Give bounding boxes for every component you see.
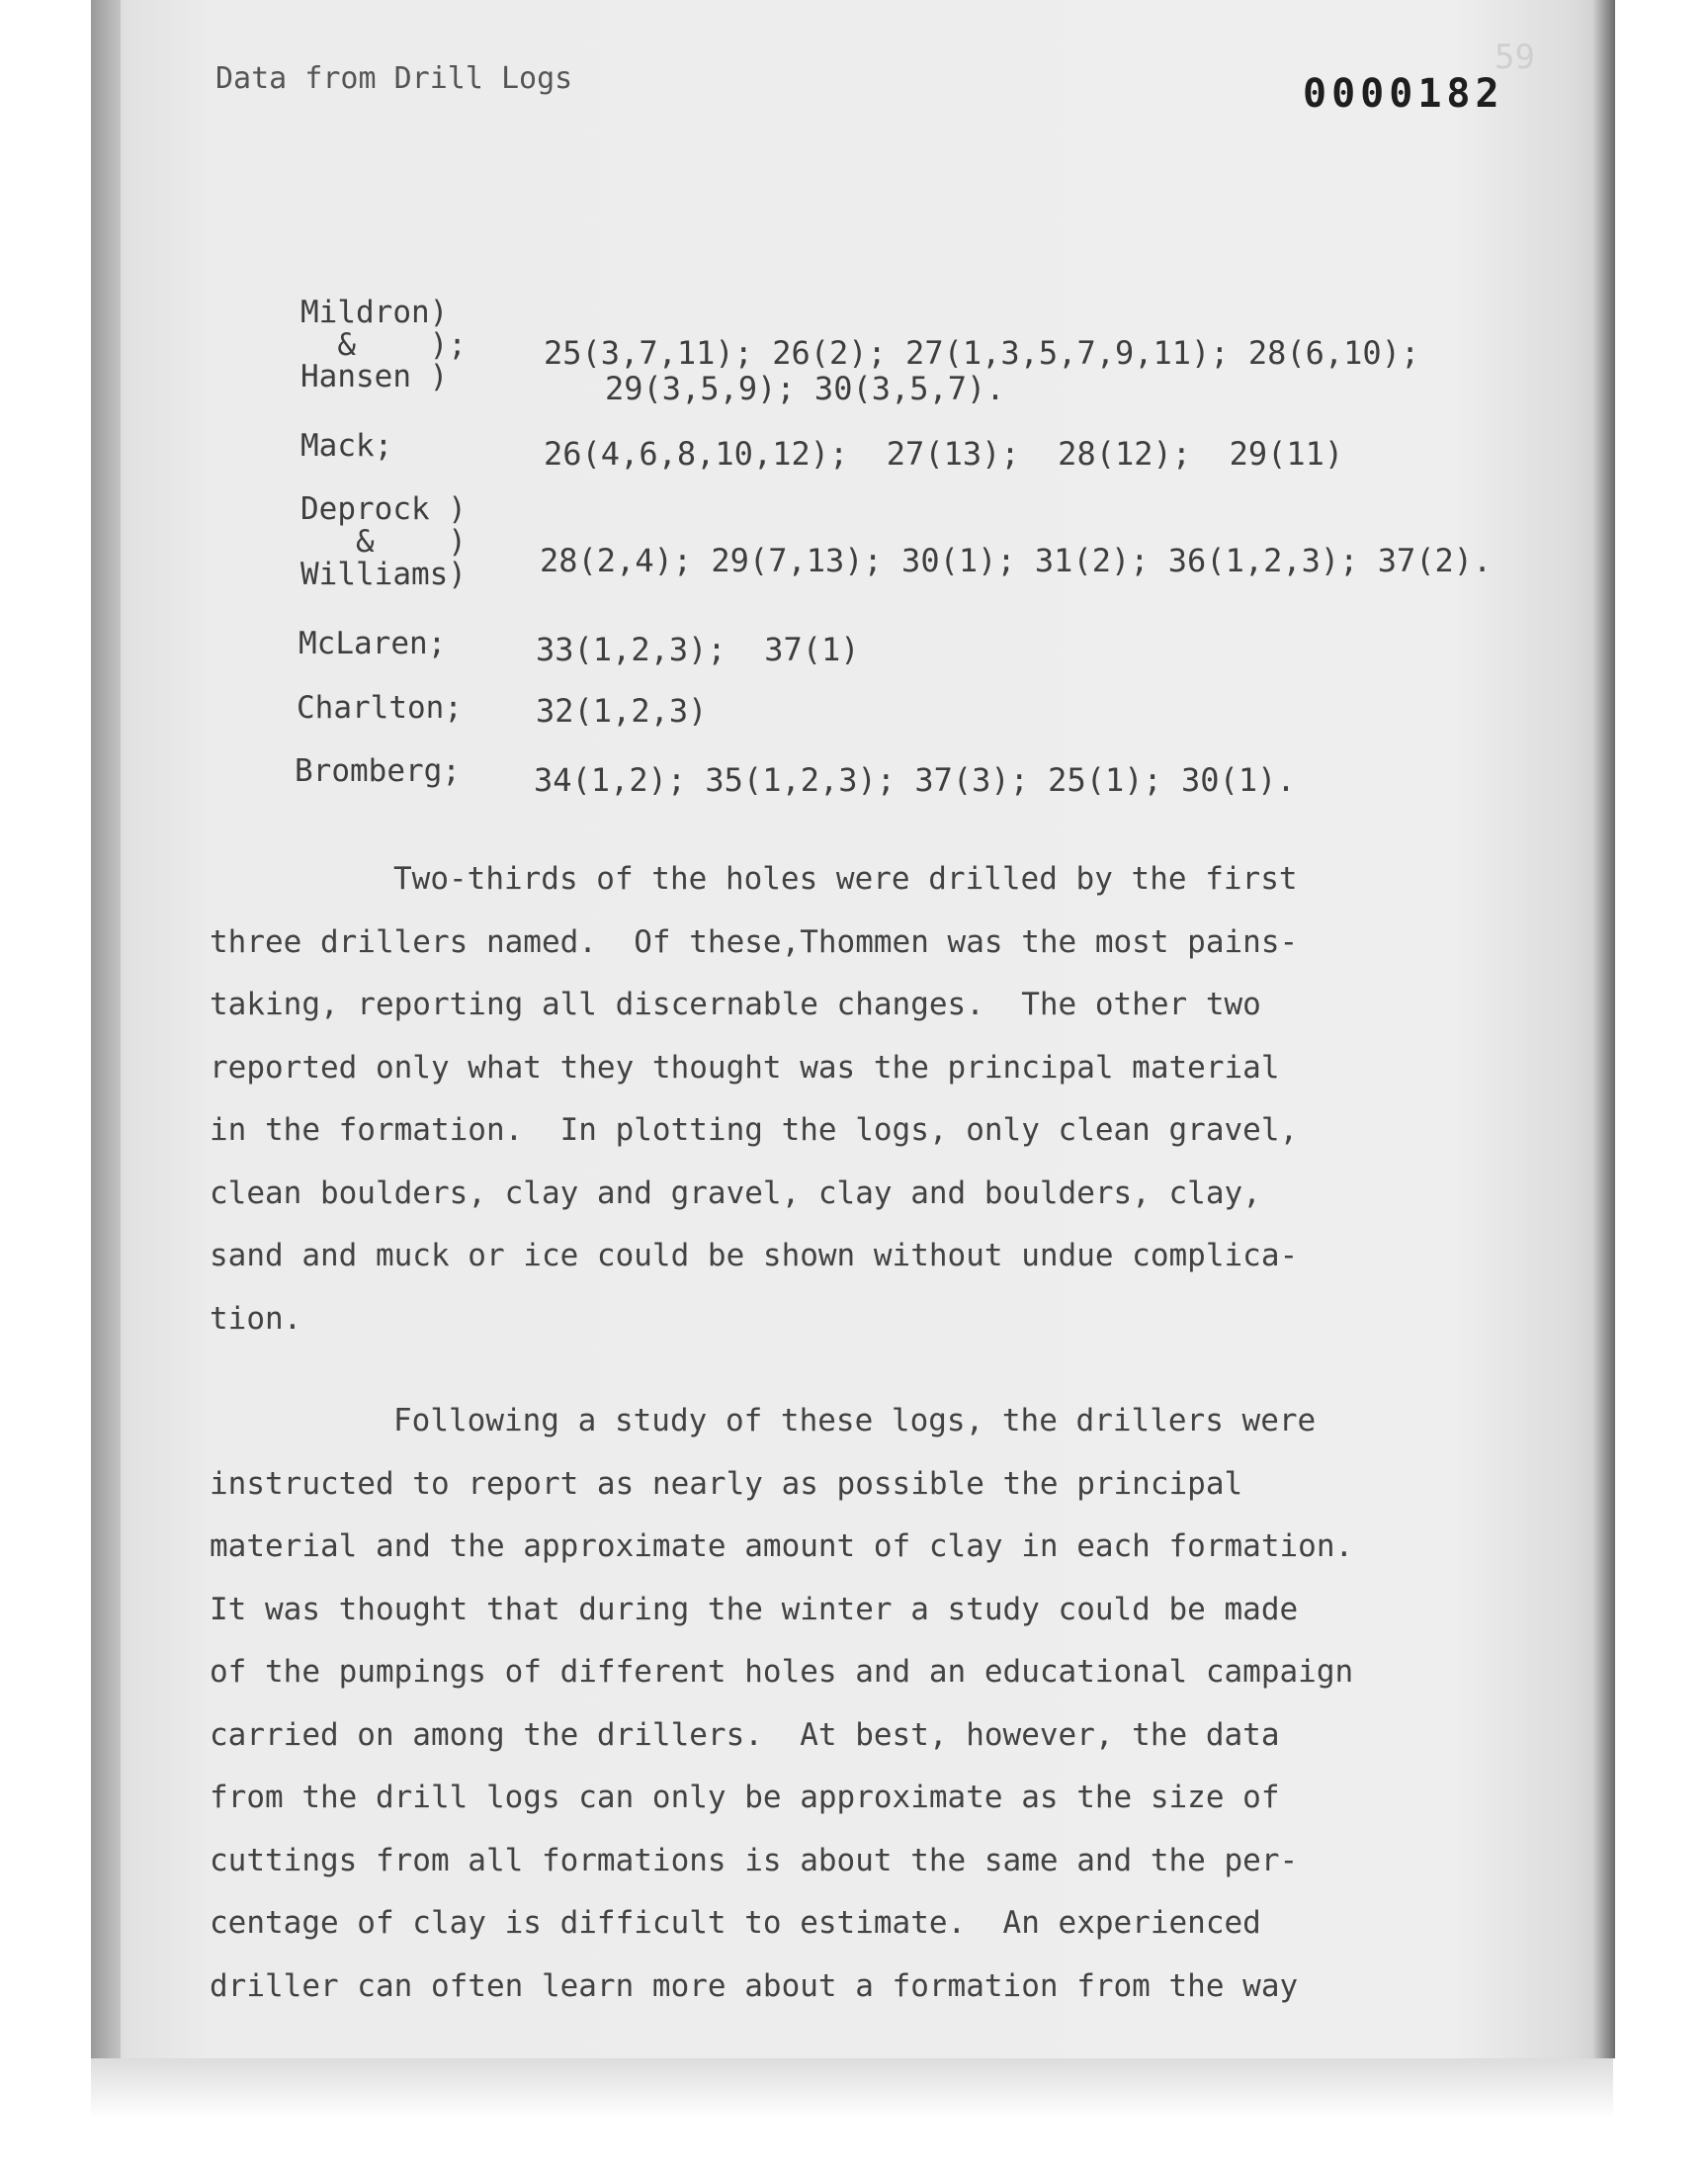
paragraph-line: from the drill logs can only be approximate as the size of	[210, 1780, 1280, 1815]
page-number-mark: 59	[1494, 38, 1535, 77]
paragraph-line: reported only what they thought was the principal material	[210, 1049, 1280, 1086]
paragraph-line: sand and muck or ice could be shown without undue complica-	[210, 1238, 1299, 1273]
driller-holes-line: 26(4,6,8,10,12); 27(13); 28(12); 29(11)	[544, 435, 1344, 473]
paragraph-line: Following a study of these logs, the drillers were	[393, 1403, 1317, 1438]
paragraph-line: driller can often learn more about a formation from the way	[210, 1967, 1299, 2004]
driller-holes-line: 29(3,5,9); 30(3,5,7).	[605, 370, 1005, 407]
driller-holes-line: 32(1,2,3)	[536, 692, 708, 730]
driller-name-line: McLaren;	[299, 626, 447, 661]
paragraph-line: cuttings from all formations is about the same and the per-	[210, 1842, 1299, 1878]
driller-name-line: Williams)	[300, 557, 467, 592]
driller-holes-line: 33(1,2,3); 37(1)	[536, 631, 860, 668]
paragraph-line: taking, reporting all discernable changes. The other two	[210, 987, 1261, 1022]
driller-holes-line: 25(3,7,11); 26(2); 27(1,3,5,7,9,11); 28(6,10);	[544, 334, 1420, 372]
driller-name-line: & )	[300, 524, 467, 560]
body-paragraph	[210, 1390, 1445, 2018]
paragraph-line: in the formation. In plotting the logs, only clean gravel,	[210, 1112, 1299, 1148]
paragraph-line: of the pumpings of different holes and an educational campaign	[210, 1654, 1354, 1690]
driller-name-line: Hansen )	[300, 359, 449, 394]
page-bottom-shadow	[91, 2058, 1613, 2118]
paragraph-line: tion.	[210, 1300, 302, 1337]
paragraph-line: three drillers named. Of these,Thommen was the most pains-	[210, 923, 1299, 960]
driller-name-line: & );	[300, 327, 467, 363]
page-right-edge	[1593, 0, 1615, 2058]
driller-holes-line: 28(2,4); 29(7,13); 30(1); 31(2); 36(1,2,3); 37(2).	[540, 542, 1493, 579]
page-left-edge	[91, 0, 121, 2058]
driller-name-line: Bromberg;	[295, 753, 461, 789]
page-title: Data from Drill Logs	[215, 61, 573, 96]
paragraph-line: Two-thirds of the holes were drilled by the first	[393, 861, 1298, 897]
driller-holes-line: 34(1,2); 35(1,2,3); 37(3); 25(1); 30(1).	[534, 761, 1296, 799]
document-number: 0000182	[1303, 71, 1504, 117]
paragraph-line: It was thought that during the winter a study could be made	[210, 1591, 1299, 1627]
driller-name-line: Mildron)	[300, 295, 449, 330]
driller-name-line: Mack;	[300, 428, 393, 464]
paragraph-line: carried on among the drillers. At best, however, the data	[210, 1716, 1280, 1753]
driller-name-line: Deprock )	[300, 491, 467, 527]
paragraph-line: material and the approximate amount of clay in each formation.	[210, 1528, 1354, 1564]
paragraph-line: instructed to report as nearly as possible the principal	[210, 1465, 1243, 1502]
paragraph-line: centage of clay is difficult to estimate. An experienced	[210, 1905, 1261, 1941]
body-paragraph	[210, 848, 1445, 1350]
paragraph-line: clean boulders, clay and gravel, clay and boulders, clay,	[210, 1174, 1261, 1211]
driller-name-line: Charlton;	[297, 690, 463, 726]
